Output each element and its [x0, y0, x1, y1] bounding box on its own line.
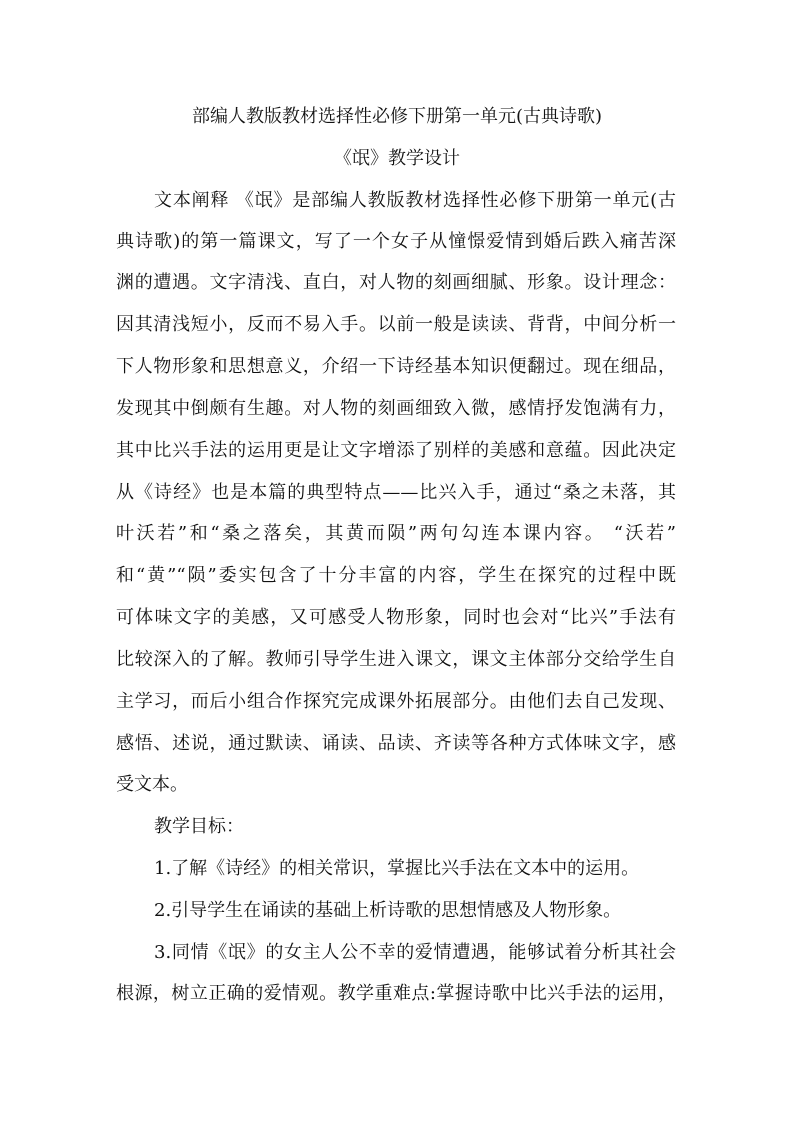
objective-item: 2.引导学生在诵读的基础上析诗歌的思想情感及人物形象。 — [154, 900, 622, 921]
paragraph-line: 发现其中倒颇有生趣。对人物的刻画细致入微，感情抒发饱满有力， — [116, 398, 676, 419]
paragraph-line: 文本阐释 《氓》是部编人教版教材选择性必修下册第一单元(古 — [154, 190, 676, 211]
document-title: 部编人教版教材选择性必修下册第一单元(古典诗歌) — [191, 106, 603, 127]
objective-item: 3.同情《氓》的女主人公不幸的爱情遭遇，能够试着分析其社会 — [154, 942, 676, 963]
paragraph-line: 其中比兴手法的运用更是让文字增添了别样的美感和意蕴。因此决定 — [116, 440, 676, 461]
paragraph-line: 感悟、述说，通过默读、诵读、品读、齐读等各种方式体味文字，感 — [116, 733, 676, 754]
paragraph-line: 比较深入的了解。教师引导学生进入课文，课文主体部分交给学生自 — [116, 649, 676, 670]
objective-item: 1.了解《诗经》的相关常识，掌握比兴手法在文本中的运用。 — [154, 858, 640, 879]
paragraph-line: 和“黄”“陨”委实包含了十分丰富的内容，学生在探究的过程中既 — [116, 565, 676, 586]
paragraph-line: 受文本。 — [116, 774, 188, 795]
paragraph-line: 叶沃若”和“桑之落矣，其黄而陨”两句勾连本课内容。 “沃若” — [116, 523, 676, 544]
paragraph-line: 渊的遭遇。文字清浅、直白，对人物的刻画细腻、形象。设计理念： — [116, 272, 676, 293]
paragraph-line: 主学习，而后小组合作探究完成课外拓展部分。由他们去自己发现、 — [116, 691, 676, 712]
paragraph-line: 可体味文字的美感，又可感受人物形象，同时也会对“比兴”手法有 — [116, 607, 676, 628]
paragraph-line: 根源，树立正确的爱情观。教学重难点:掌握诗歌中比兴手法的运用， — [116, 983, 676, 1004]
document-subtitle: 《氓》教学设计 — [334, 148, 460, 169]
paragraph-line: 下人物形象和思想意义，介绍一下诗经基本知识便翻过。现在细品， — [116, 356, 676, 377]
paragraph-line: 因其清浅短小，反而不易入手。以前一般是读读、背背，中间分析一 — [116, 314, 676, 335]
paragraph-line: 典诗歌)的第一篇课文，写了一个女子从憧憬爱情到婚后跌入痛苦深 — [116, 231, 676, 252]
objectives-heading: 教学目标： — [154, 816, 244, 837]
paragraph-line: 从《诗经》也是本篇的典型特点——比兴入手，通过“桑之未落，其 — [116, 482, 676, 503]
